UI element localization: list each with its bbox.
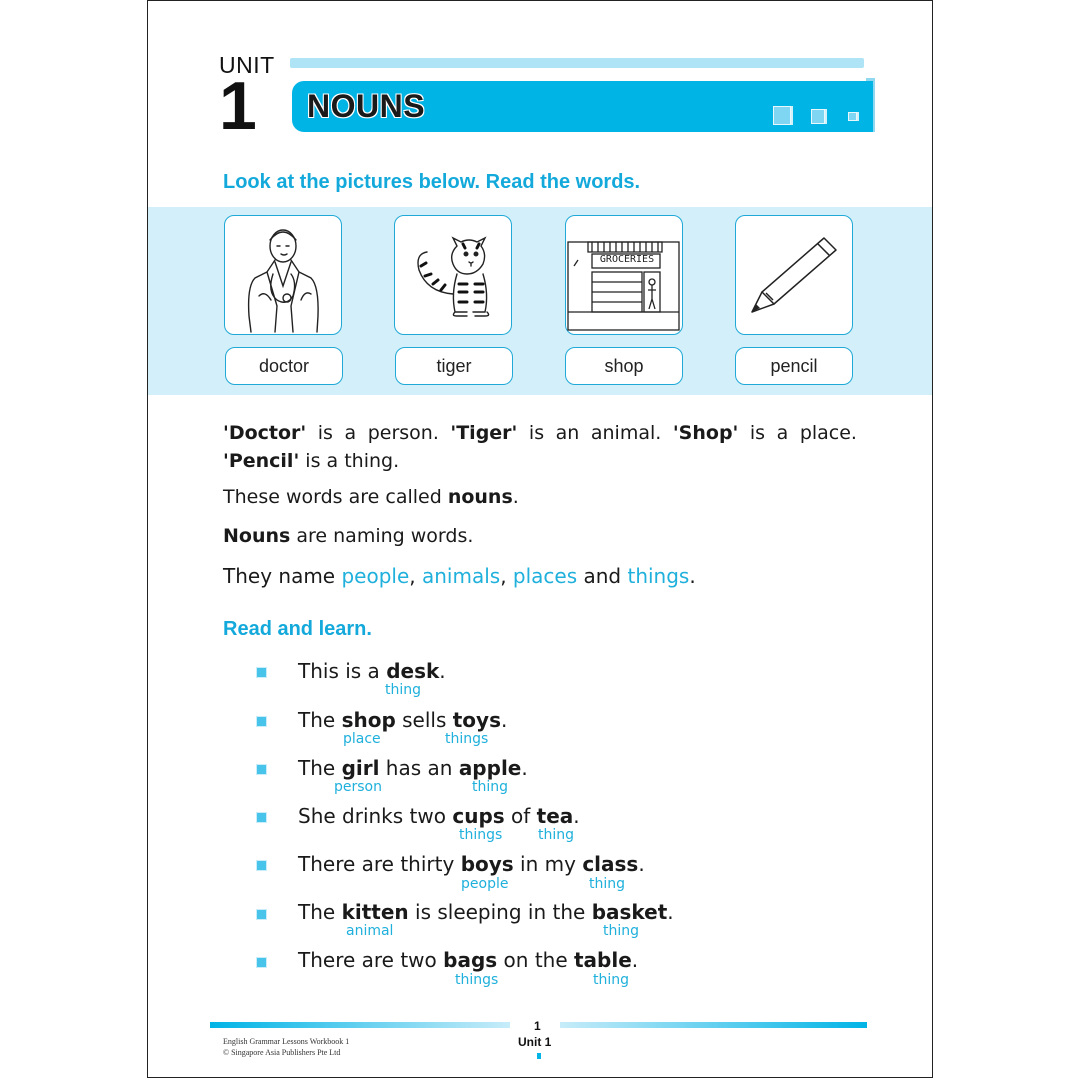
word-card-doctor: doctor bbox=[225, 347, 343, 385]
term-nouns-bold: Nouns bbox=[223, 525, 291, 547]
shop-picture-card bbox=[565, 215, 683, 335]
term-doctor: 'Doctor' bbox=[223, 422, 307, 444]
term-nouns: nouns bbox=[447, 486, 513, 508]
example-sentence bbox=[298, 804, 580, 828]
text: There are thirty bbox=[298, 852, 461, 876]
pencil-picture-card bbox=[735, 215, 853, 335]
text: There are two bbox=[298, 948, 444, 972]
text: The bbox=[298, 756, 342, 780]
shop-sign-text: GROCERIES bbox=[599, 254, 655, 265]
category-things: things bbox=[627, 564, 690, 588]
noun: girl bbox=[341, 756, 380, 780]
bullet-icon bbox=[256, 812, 267, 823]
noun: class bbox=[582, 852, 639, 876]
text: . bbox=[638, 852, 645, 876]
text: . bbox=[631, 948, 639, 972]
explanation-line-5 bbox=[223, 564, 696, 588]
text: is a person. bbox=[306, 422, 451, 444]
text: The bbox=[298, 708, 342, 732]
page-number: 1 bbox=[534, 1019, 541, 1033]
noun: apple bbox=[458, 756, 522, 780]
noun-label: things bbox=[455, 972, 499, 988]
bullet-icon bbox=[256, 667, 267, 678]
unit-label: UNIT bbox=[219, 52, 275, 78]
explanation-line-1 bbox=[223, 422, 857, 444]
footer-bar-right bbox=[560, 1022, 867, 1028]
doctor-illustration-icon bbox=[225, 216, 340, 333]
text: They name bbox=[223, 564, 342, 588]
term-shop: 'Shop' bbox=[672, 422, 739, 444]
example-sentence bbox=[298, 948, 638, 972]
bullet-icon bbox=[256, 764, 267, 775]
text: This is a bbox=[298, 659, 387, 683]
noun: tea bbox=[536, 804, 574, 828]
footer-tick bbox=[537, 1053, 541, 1059]
shop-illustration-icon bbox=[566, 216, 681, 333]
cube-large-icon bbox=[773, 106, 791, 125]
text: . bbox=[667, 900, 674, 924]
word-card-pencil: pencil bbox=[735, 347, 853, 385]
text: These words are called bbox=[223, 486, 448, 508]
bullet-icon bbox=[256, 716, 267, 727]
learn-heading: Read and learn. bbox=[223, 618, 372, 640]
bullet-icon bbox=[256, 909, 267, 920]
noun-label: thing bbox=[603, 923, 640, 939]
word-card-shop: shop bbox=[565, 347, 683, 385]
example-sentence bbox=[298, 708, 507, 732]
intro-heading: Look at the pictures below. Read the words. bbox=[223, 171, 641, 193]
text: . bbox=[512, 486, 519, 508]
noun: desk bbox=[386, 659, 440, 683]
noun-label: thing bbox=[538, 827, 575, 843]
noun-label: things bbox=[459, 827, 503, 843]
example-sentence bbox=[298, 900, 674, 924]
bullet-icon bbox=[256, 957, 267, 968]
text: , bbox=[409, 564, 422, 588]
text: of bbox=[504, 804, 537, 828]
text: is sleeping in the bbox=[408, 900, 592, 924]
term-pencil: 'Pencil' bbox=[223, 450, 300, 472]
noun-label: place bbox=[343, 731, 381, 747]
example-sentence bbox=[298, 852, 645, 876]
text: . bbox=[521, 756, 528, 780]
noun: cups bbox=[452, 804, 505, 828]
text: . bbox=[439, 659, 446, 683]
explanation-line-2 bbox=[223, 450, 399, 472]
noun-label: thing bbox=[385, 682, 422, 698]
header-accent-bar bbox=[290, 58, 864, 68]
word-card-tiger: tiger bbox=[395, 347, 513, 385]
text: , bbox=[500, 564, 513, 588]
page-title: NOUNS bbox=[307, 88, 426, 124]
text: is a place. bbox=[738, 422, 857, 444]
noun: basket bbox=[591, 900, 668, 924]
noun-label: thing bbox=[589, 876, 626, 892]
noun: bags bbox=[443, 948, 498, 972]
noun-label: person bbox=[334, 779, 382, 795]
text: The bbox=[298, 900, 342, 924]
unit-footer-label: Unit 1 bbox=[518, 1035, 552, 1049]
text: has an bbox=[379, 756, 459, 780]
text: . bbox=[573, 804, 580, 828]
copyright: © Singapore Asia Publishers Pte Ltd bbox=[223, 1048, 341, 1057]
example-sentence bbox=[298, 756, 528, 780]
bullet-icon bbox=[256, 860, 267, 871]
noun: kitten bbox=[341, 900, 409, 924]
term-tiger: 'Tiger' bbox=[450, 422, 518, 444]
explanation-line-4 bbox=[223, 525, 473, 547]
cube-medium-icon bbox=[811, 109, 825, 124]
noun: boys bbox=[460, 852, 514, 876]
text: in my bbox=[513, 852, 583, 876]
category-places: places bbox=[512, 564, 578, 588]
noun-label: thing bbox=[472, 779, 509, 795]
noun-label: animal bbox=[346, 923, 394, 939]
book-title: English Grammar Lessons Workbook 1 bbox=[223, 1037, 350, 1046]
doctor-picture-card bbox=[224, 215, 342, 335]
explanation-line-3 bbox=[223, 486, 519, 508]
text: She drinks two bbox=[298, 804, 453, 828]
text: is a thing. bbox=[299, 450, 400, 472]
text: and bbox=[577, 564, 628, 588]
category-people: people bbox=[341, 564, 410, 588]
example-sentence bbox=[298, 659, 446, 683]
text: sells bbox=[395, 708, 453, 732]
tiger-picture-card bbox=[394, 215, 512, 335]
noun: table bbox=[574, 948, 632, 972]
cube-small-icon bbox=[848, 112, 857, 121]
noun: shop bbox=[341, 708, 396, 732]
noun-label: things bbox=[445, 731, 489, 747]
tiger-illustration-icon bbox=[395, 216, 510, 333]
text: on the bbox=[497, 948, 574, 972]
category-animals: animals bbox=[421, 564, 501, 588]
pencil-illustration-icon bbox=[736, 216, 851, 333]
footer-bar-left bbox=[210, 1022, 510, 1028]
unit-number: 1 bbox=[219, 68, 257, 144]
noun-label: thing bbox=[593, 972, 630, 988]
text: is an animal. bbox=[517, 422, 673, 444]
noun-label: people bbox=[461, 876, 509, 892]
text: . bbox=[501, 708, 508, 732]
noun: toys bbox=[452, 708, 501, 732]
text: . bbox=[689, 564, 696, 588]
text: are naming words. bbox=[290, 525, 474, 547]
